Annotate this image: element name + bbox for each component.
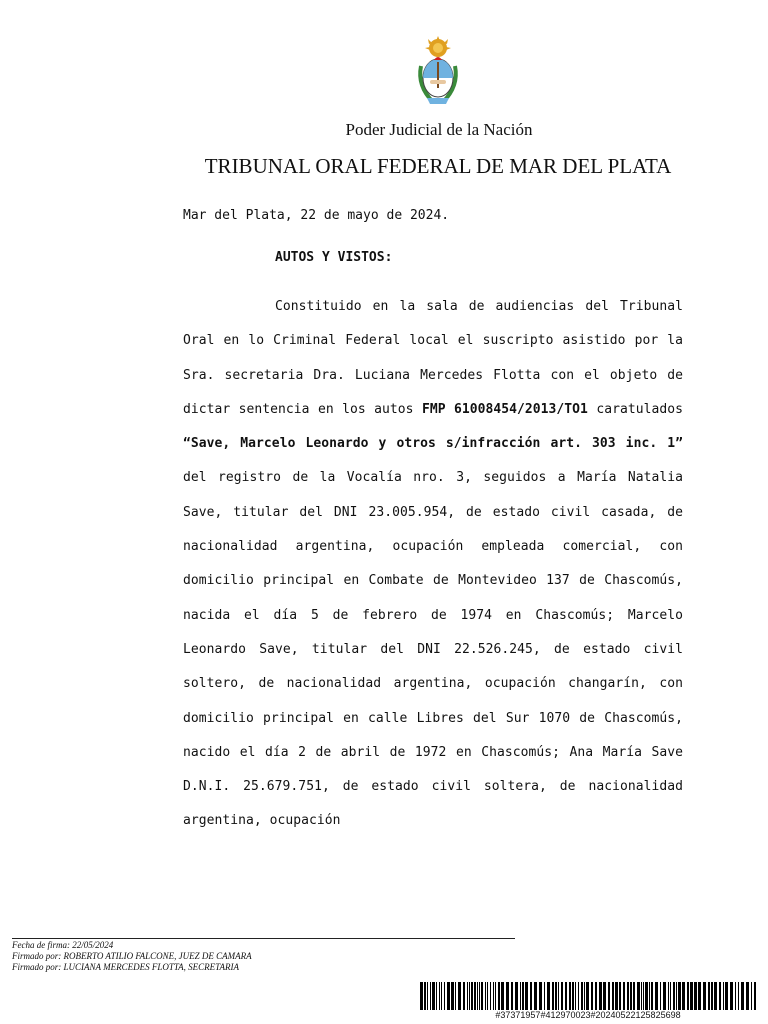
barcode-bar: [515, 982, 518, 1010]
barcode-bar: [595, 982, 597, 1010]
paragraph-text: del registro de la Vocalía nro. 3, seguidos a María Natalia Save, titular del DNI 23.005.954, de estado civil casada, de nacionalidad argentina, ocupación empleada comercial, con domicilio principal en Combate de Montevideo 137 de Chascomús, nacida el día 5 de febrero de 1974 en Chascomús; Marcelo Leonardo Save, titular del DNI 22.526.245, de estado civil soltero, de nacionalidad argentina, ocupación changarín, con domicilio principal en calle Libres del Sur 1070 de Chascomús, nacido el día 2 de abril de 1972 en Chascomús; Ana María Save D.N.I. 25.679.751, de estado civil soltera, de nacionalidad argentina, ocupación: [183, 470, 683, 829]
barcode-bar: [451, 982, 454, 1010]
barcode-bar: [682, 982, 685, 1010]
barcode-bar: [447, 982, 450, 1010]
barcode-bar: [420, 982, 423, 1010]
barcode-bar: [458, 982, 461, 1010]
barcode-bar: [694, 982, 697, 1010]
argentina-coat-of-arms-icon: [413, 36, 463, 108]
barcode-bar: [547, 982, 550, 1010]
barcode-bar: [630, 982, 632, 1010]
barcode-bar: [619, 982, 621, 1010]
signature-metadata: [12, 940, 252, 973]
barcode-bar: [572, 982, 574, 1010]
barcode-bar: [485, 982, 486, 1010]
barcode-bar: [555, 982, 557, 1010]
barcode-bar: [690, 982, 693, 1010]
footer-divider: [12, 938, 515, 939]
signer-judge: Firmado por: ROBERTO ATILIO FALCONE, JUEZ DE CAMARA: [12, 951, 252, 961]
barcode-bar: [479, 982, 480, 1010]
barcode-bar: [469, 982, 470, 1010]
barcode-bar: [603, 982, 606, 1010]
barcode-bar: [474, 982, 476, 1010]
date-line: Mar del Plata, 22 de mayo de 2024.: [183, 208, 450, 223]
barcode-bar: [725, 982, 728, 1010]
barcode-bar: [751, 982, 752, 1010]
barcode-bar: [439, 982, 440, 1010]
barcode-bar: [561, 982, 563, 1010]
barcode-bar: [641, 982, 642, 1010]
barcode-bar: [520, 982, 521, 1010]
barcode-bar: [522, 982, 524, 1010]
barcode-bar: [586, 982, 589, 1010]
barcode-bar: [623, 982, 625, 1010]
barcode-bar: [730, 982, 733, 1010]
barcode-bar: [534, 982, 537, 1010]
barcode-bar: [599, 982, 602, 1010]
barcode-bar: [608, 982, 610, 1010]
barcode-bar: [490, 982, 491, 1010]
barcode-bar: [558, 982, 559, 1010]
barcode-bar: [511, 982, 513, 1010]
barcode-bar: [481, 982, 483, 1010]
barcode-bar: [633, 982, 635, 1010]
barcode-bar: [649, 982, 650, 1010]
signature-date: Fecha de firma: 22/05/2024: [12, 940, 114, 950]
barcode-bar: [467, 982, 468, 1010]
barcode-bar: [714, 982, 717, 1010]
barcode-bar: [651, 982, 653, 1010]
signer-secretary: Firmado por: LUCIANA MERCEDES FLOTTA, SECRETARIA: [12, 962, 239, 972]
case-title: “Save, Marcelo Leonardo y otros s/infracción art. 303 inc. 1”: [183, 436, 683, 452]
barcode-bar: [660, 982, 661, 1010]
barcode-bar: [501, 982, 504, 1010]
barcode-bar: [678, 982, 681, 1010]
barcode-bar: [670, 982, 671, 1010]
barcode-bar: [463, 982, 465, 1010]
barcode-bar: [432, 982, 435, 1010]
barcode-bar: [498, 982, 500, 1010]
barcode-bar: [643, 982, 644, 1010]
section-heading: AUTOS Y VISTOS:: [275, 250, 393, 265]
barcode-bar: [711, 982, 713, 1010]
barcode-bar: [591, 982, 593, 1010]
barcode-bar: [427, 982, 428, 1010]
barcode-bar: [539, 982, 542, 1010]
barcode-bar: [575, 982, 576, 1010]
barcode-bar: [436, 982, 437, 1010]
barcode-bar: [612, 982, 614, 1010]
barcode-bar: [668, 982, 669, 1010]
barcode-bar: [493, 982, 494, 1010]
court-name: TRIBUNAL ORAL FEDERAL DE MAR DEL PLATA: [204, 154, 672, 178]
barcode-number: #37371957#412970023#20240522125825698: [495, 1010, 681, 1020]
barcode-bar: [584, 982, 585, 1010]
barcode-bar: [430, 982, 431, 1010]
barcode-bar: [741, 982, 744, 1010]
barcode-bar: [723, 982, 724, 1010]
barcode-bar: [708, 982, 710, 1010]
barcode-bar: [444, 982, 445, 1010]
barcode-bar: [525, 982, 528, 1010]
barcode-bar: [673, 982, 675, 1010]
barcode-bar: [738, 982, 739, 1010]
barcode-bar: [687, 982, 689, 1010]
barcode-bar: [552, 982, 554, 1010]
document-barcode: [420, 982, 756, 1010]
barcode-bar: [655, 982, 658, 1010]
barcode-bar: [506, 982, 509, 1010]
barcode-bar: [627, 982, 629, 1010]
barcode-bar: [645, 982, 648, 1010]
barcode-bar: [676, 982, 677, 1010]
barcode-bar: [754, 982, 756, 1010]
barcode-bar: [698, 982, 701, 1010]
paragraph-text: Constituido en la sala de audiencias del Tribunal Oral en lo Criminal Federal local el suscripto asistido por la Sra. secretaria Dra. Luciana Mercedes Flotta con el objeto de dictar sentencia en los autos: [183, 299, 683, 417]
barcode-bar: [703, 982, 706, 1010]
paragraph-text: caratulados: [587, 401, 683, 417]
barcode-bar: [424, 982, 426, 1010]
body-paragraph: [183, 290, 683, 839]
barcode-bar: [735, 982, 736, 1010]
barcode-bar: [544, 982, 545, 1010]
institution-name: Poder Judicial de la Nación: [345, 120, 533, 139]
barcode-bar: [663, 982, 666, 1010]
barcode-bar: [441, 982, 442, 1010]
barcode-bar: [637, 982, 640, 1010]
barcode-bar: [471, 982, 473, 1010]
barcode-bar: [719, 982, 721, 1010]
case-number: FMP 61008454/2013/TO1: [421, 401, 588, 417]
barcode-bar: [565, 982, 567, 1010]
barcode-bar: [581, 982, 583, 1010]
barcode-bar: [477, 982, 478, 1010]
barcode-bar: [495, 982, 496, 1010]
barcode-bar: [615, 982, 618, 1010]
barcode-bar: [487, 982, 488, 1010]
barcode-bar: [530, 982, 532, 1010]
barcode-bar: [746, 982, 749, 1010]
barcode-bar: [455, 982, 456, 1010]
barcode-bar: [569, 982, 571, 1010]
barcode-bar: [578, 982, 579, 1010]
